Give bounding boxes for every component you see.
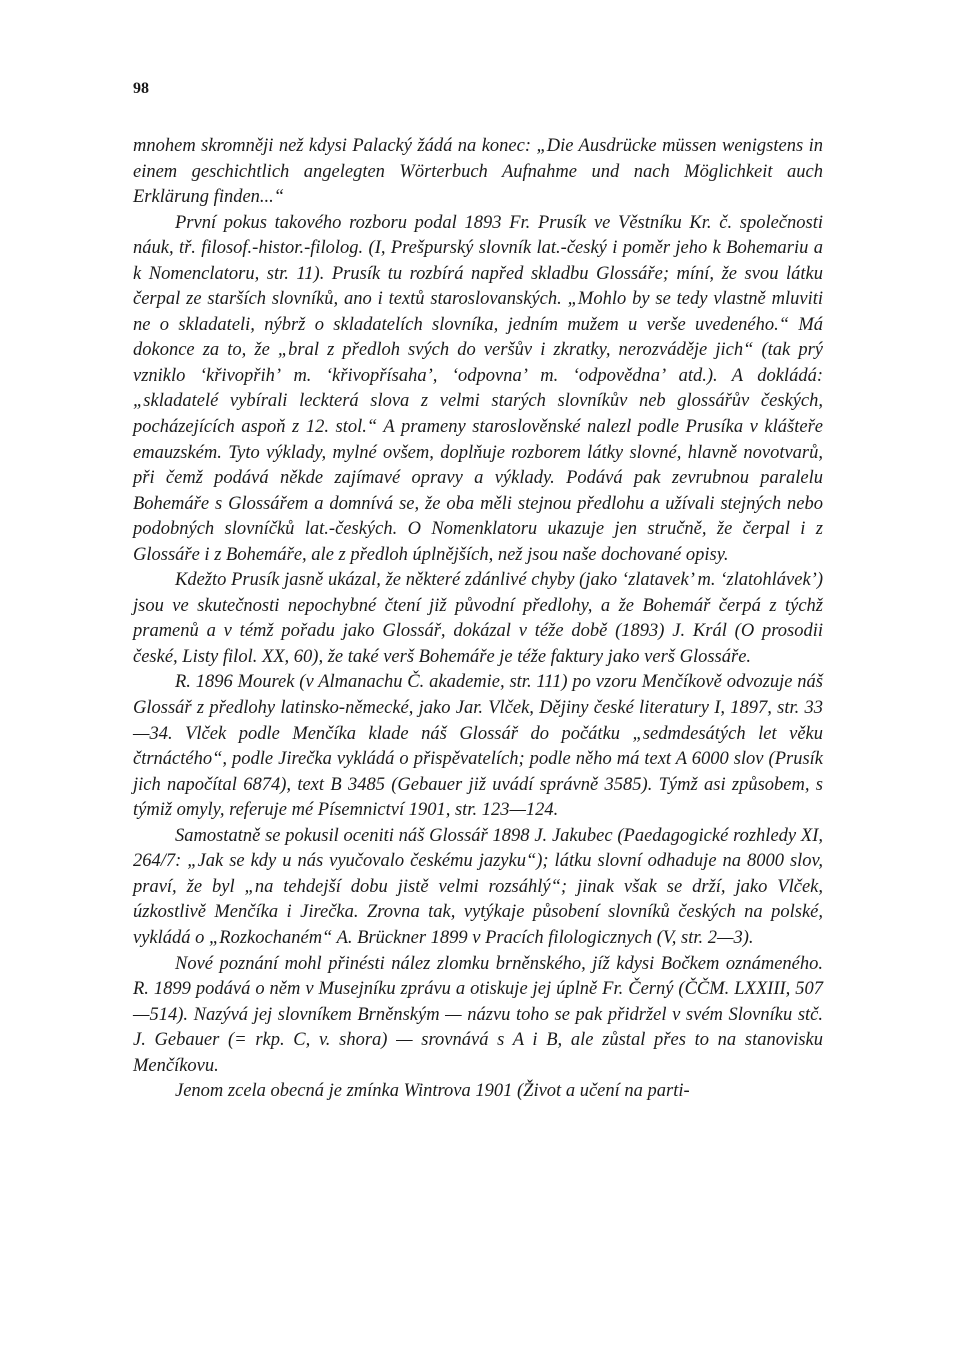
paragraph: Jenom zcela obecná je zmínka Wintrova 1901 (Život a učení na parti-: [175, 1081, 690, 1102]
paragraph: R. 1896 Mourek (v Almanachu Č. akademie, str. 111) po vzoru Menčíkově odvozuje náš Glossář z předlohy latinsko-německé, jako Jar. Vlček, Dějiny české literatury I, 1897, str. 33—34. Vlček podle Menčíka klade náš Glossář do počátku „sedmdesátých let věku čtrnáctého“, podle Jirečka vykládá o přispěvatelích; podle něho má text A 6000 slov (Prusík jich napočítal 6874), text B 3485 (Gebauer již uvádí správně 3585). Týmž asi způsobem, s týmiž omyly, referuje mé Písemnictví 1901, str. 123—124.: [133, 672, 823, 821]
paragraph: První pokus takového rozboru podal 1893 Fr. Prusík ve Věstníku Kr. č. společnosti náuk, tř. filosof.-histor.-filolog. (I, Prešpurský slovník lat.-český i poměr jeho k Bohemariu a k Nomenclatoru, str. 11). Prusík tu rozbírá napřed skladbu Glossáře; míní, že svou látku čerpal ze starších slovníků, ano i textů staroslovanských. „Mohlo by se tedy vlastně mluviti ne o skladateli, nýbrž o skladatelích slovníka, jedním mužem u verše uvedeného.“ Má dokonce za to, že „bral z předloh svých do veršův i zkratky, nerozváděje jich“ (tak prý vzniklo ‘křivopřih’ m. ‘křivopřísaha’, ‘odpovna’ m. ‘odpovědna’ atd.). A dokládá: „skladatelé vybírali leckterá slova z velmi starých slovníkův neb glossářův českých, pocházejících aspoň z 12. stol.“ A prameny staroslověnské nalezl podle Prusíka v klášteře emauzském. Tyto výklady, mylné ovšem, doplňuje rozborem látky slovné, hlavně novotvarů, při čemž podává někde zajímavé opravy a výklady. Podává pak zevrubnou paralelu Bohemáře s Glossářem a domnívá se, že oba měli stejnou předlohu a užívali stejných nebo podobných slovníčků lat.-českých. O Nomenklatoru ukazuje jen stručně, že čerpal i z Glossáře i z Bohemáře, ale z předloh úplnějších, než jsou naše dochované opisy.: [133, 212, 823, 565]
page-number: 98: [133, 80, 149, 97]
body-text: [133, 134, 823, 1105]
paragraph: Samostatně se pokusil oceniti náš Glossář 1898 J. Jakubec (Paedagogické rozhledy XI, 264/7: „Jak se kdy u nás vyučovalo českému jazyku“); látku slovní odhaduje na 8000 slov, praví, že byl „na tehdejší dobu jistě velmi rozsáhlý“; jinak však se drží, jako Vlček, úzkostlivě Menčíka i Jirečka. Zrovna tak, vytýkaje působení slovníků českých na polské, vykládá o „Rozkochaném“ A. Brückner 1899 v Pracích filologicznych (V, str. 2—3).: [133, 825, 823, 948]
paragraph: Kdežto Prusík jasně ukázal, že některé zdánlivé chyby (jako ‘zlatavek’ m. ‘zlatohlávek’) jsou ve skutečnosti nepochybné čtení již původní předlohy, a že Bohemář čerpá z týchž pramenů a v témž pořadu jako Glossář, dokázal v téže době (1893) J. Král (O prosodii české, Listy filol. XX, 60), že také verš Bohemáře je téže faktury jako verš Glossáře.: [133, 570, 823, 667]
paragraph: mnohem skromněji než kdysi Palacký žádá na konec: „Die Ausdrücke müssen wenigstens in einem geschichtlich angelegten Wörterbuch Aufnahme und nach Möglichkeit auch Erklärung finden...“: [133, 136, 823, 208]
paragraph: Nové poznání mohl přinésti nález zlomku brněnského, jíž kdysi Bočkem oznámeného. R. 1899 podává o něm v Musejníku zprávu a otiskuje jej úplně Fr. Černý (ČČM. LXXIII, 507—514). Nazývá jej slovníkem Brněnským — názvu toho se pak přidržel v svém Slovníku stč. J. Gebauer (= rkp. C, v. shora) — srovnává s A i B, ale zůstal přes to na stanovisku Menčíkovu.: [133, 953, 823, 1076]
